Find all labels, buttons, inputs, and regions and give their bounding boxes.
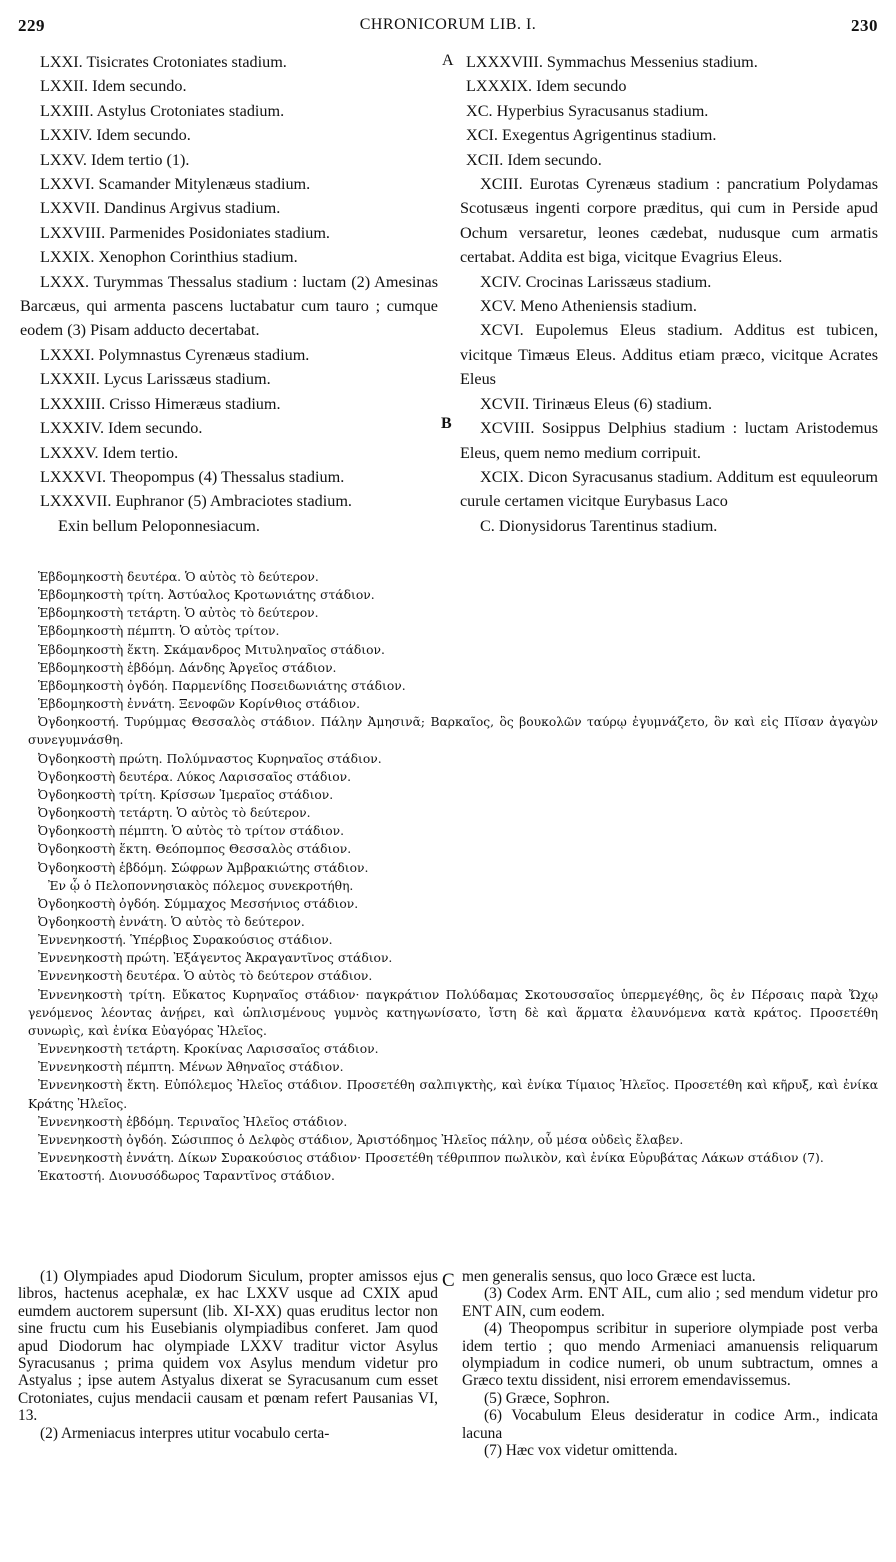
footnote: (4) Theopompus scribitur in superiore olympiade post verba idem tertio ; quo mendo Armeniaci amanuensis reliquarum olympiadum in codice numeri, ob unum subtractum, omnes a Græco textu dissident, nisi errorem emendavissemus.	[462, 1320, 878, 1390]
latin-entry: LXXVI. Scamander Mitylenæus stadium.	[40, 175, 311, 194]
greek-entry: Ἐν ᾧ ὁ Πελοποννησιακὸς πόλεμος συνεκροτήθη.	[48, 878, 354, 893]
greek-entry: Ὀγδοηκοστὴ δευτέρα. Λύκος Λαρισσαῖος στάδιον.	[38, 769, 352, 784]
latin-entry: Exin bellum Peloponnesiacum.	[58, 516, 260, 535]
page-number-left: 229	[18, 16, 45, 35]
latin-column-right	[460, 50, 878, 538]
latin-entry-paragraph: XCIII. Eurotas Cyrenæus stadium : pancratium Polydamas Scotusæus ingenti corpore præditus, qui cum in Perside apud Ochum versaretur, leones cædebat, nudusque cum armatis certabat. Addita est biga, vicitque Evagrius Eleus.	[460, 175, 878, 267]
latin-entry: LXXXIII. Crisso Himeræus stadium.	[40, 394, 281, 413]
greek-entry: Ὀγδοηκοστὴ πρώτη. Πολύμναστος Κυρηναῖος στάδιον.	[38, 751, 382, 766]
greek-entry: Ἐννενηκοστὴ δευτέρα. Ὁ αὐτὸς τὸ δεύτερον στάδιον.	[38, 969, 373, 984]
latin-entry: LXXXVIII. Symmachus Messenius stadium.	[466, 53, 758, 71]
footnote: (3) Codex Arm. ENT AIL, cum alio ; sed mendum videtur pro ENT AIN, cum eodem.	[462, 1285, 878, 1320]
greek-entry: Ἑβδομηκοστὴ δευτέρα. Ὁ αὐτὸς τὸ δεύτερον.	[38, 570, 319, 584]
greek-entry: Ἐννενηκοστὴ ἑβδόμη. Τεριναῖος Ἠλεῖος στάδιον.	[38, 1114, 348, 1129]
margin-mark-b: B	[441, 415, 452, 432]
latin-entry: XCI. Exegentus Agrigentinus stadium.	[466, 126, 717, 145]
greek-entry-paragraph: Ἐννενηκοστὴ τρίτη. Εὔκατος Κυρηναῖος στάδιον· παγκράτιον Πολύδαμας Σκοτουσσαῖος ὑπερμεγέθης, ὃς ἐν Πέρσαις παρὰ Ὤχῳ γενόμενος λέοντας ἀνῄρει, καὶ ὡπλισμένους γυμνὸς κατηγωνίσατο, ἴστη δὲ καὶ ἅρματα ἐλαυνόμενα κατὰ κράτος. Προσετέθη συνωρὶς, καὶ ἐνίκα Εὐαγόρας Ἠλεῖος.	[28, 987, 878, 1038]
footnote: men generalis sensus, quo loco Græce est lucta.	[462, 1268, 756, 1285]
latin-entry: XCVII. Tirinæus Eleus (6) stadium.	[480, 394, 713, 413]
greek-entry: Ἑβδομηκοστὴ πέμπτη. Ὁ αὐτὸς τρίτον.	[38, 624, 280, 639]
latin-entry: XC. Hyperbius Syracusanus stadium.	[466, 101, 709, 120]
greek-entry: Ἑβδομηκοστὴ ἕκτη. Σκάμανδρος Μιτυληναῖος στάδιον.	[38, 642, 385, 657]
greek-text-block	[28, 568, 878, 1185]
latin-entry: LXXXII. Lycus Larissæus stadium.	[40, 370, 271, 389]
footnote: (1) Olympiades apud Diodorum Siculum, propter amissos ejus libros, hactenus acephalæ, ex hac LXXV usque ad CXIX apud eumdem auctorem supersunt (lib. XI-XX) quas eruditus lector non sine fructu cum his Eusebianis olympiadibus conferet. Jam quod apud Diodorum hac olympiade LXXV traditur victor Asylus Syracusanus ; prima quidem vox Asylus mendum videtur pro Astyalus ; ipse autem Astyalus dixerat se Syracusanum cum esset Crotoniates, cujus mendacii causam et pœnam refert Pausanias VI, 13.	[18, 1268, 438, 1425]
latin-column-left	[20, 50, 438, 538]
greek-entry-paragraph: Ἐννενηκοστὴ ἕκτη. Εὐπόλεμος Ἠλεῖος στάδιον. Προσετέθη σαλπιγκτὴς, καὶ ἐνίκα Τίμαιος Ἠλεῖος. Προσετέθη καὶ κῆρυξ, καὶ ἐνίκα Κράτης Ἠλεῖος.	[28, 1078, 878, 1111]
greek-entry: Ὀγδοηκοστὴ ἑβδόμη. Σώφρων Ἀμβρακιώτης στάδιον.	[38, 860, 369, 875]
latin-entry: XCII. Idem secundo.	[466, 150, 602, 169]
latin-entry-paragraph: XCVIII. Sosippus Delphius stadium : luctam Aristodemus Eleus, quem nemo medium corripuit.	[460, 419, 878, 462]
greek-entry: Ὀγδοηκοστὴ ἕκτη. Θεόπομπος Θεσσαλὸς στάδιον.	[38, 842, 352, 857]
latin-entry: LXXIX. Xenophon Corinthius stadium.	[40, 248, 298, 267]
latin-entry: LXXXI. Polymnastus Cyrenæus stadium.	[40, 345, 310, 364]
latin-entry: LXXII. Idem secundo.	[40, 77, 187, 96]
greek-entry: Ἑβδομηκοστὴ τετάρτη. Ὁ αὐτὸς τὸ δεύτερον.	[38, 606, 319, 621]
latin-entry: LXXIII. Astylus Crotoniates stadium.	[40, 101, 285, 120]
greek-entry: Ἑβδομηκοστὴ ἐννάτη. Ξενοφῶν Κορίνθιος στάδιον.	[38, 697, 361, 712]
margin-mark-a: A	[442, 52, 454, 69]
latin-entry: LXXXV. Idem tertio.	[40, 443, 179, 462]
latin-entry: LXXI. Tisicrates Crotoniates stadium.	[40, 53, 287, 71]
greek-entry: Ὀγδοηκοστὴ πέμπτη. Ὁ αὐτὸς τὸ τρίτον στάδιον.	[38, 824, 345, 839]
latin-entry: C. Dionysidorus Tarentinus stadium.	[480, 516, 718, 535]
greek-entry: Ὀγδοηκοστὴ ὀγδόη. Σύμμαχος Μεσσήνιος στάδιον.	[38, 896, 359, 911]
latin-entry: LXXVII. Dandinus Argivus stadium.	[40, 199, 281, 218]
footnote: (2) Armeniacus interpres utitur vocabulo certa-	[40, 1424, 330, 1442]
latin-entry-paragraph: XCIX. Dicon Syracusanus stadium. Additum est equuleorum curule certamen vicitque Eurybasus Laco	[460, 467, 878, 511]
footnotes-left	[18, 1268, 438, 1442]
greek-entry: Ἑβδομηκοστὴ ἑβδόμη. Δάνδης Ἀργεῖος στάδιον.	[38, 660, 337, 675]
latin-entry: LXXXIX. Idem secundo	[466, 77, 627, 96]
latin-entry: LXXVIII. Parmenides Posidoniates stadium.	[40, 223, 330, 242]
footnotes-right	[462, 1268, 878, 1459]
latin-entry-paragraph: LXXX. Turymmas Thessalus stadium : luctam (2) Amesinas Barcæus, qui armenta pascens luctabatur cum tauro ; cumque eodem (3) Pisam adducto decertabat.	[20, 272, 438, 340]
greek-entry-paragraph: Ὀγδοηκοστή. Τυρύμμας Θεσσαλὸς στάδιον. Πάλην Ἀμησινᾶ; Βαρκαῖος, ὃς βουκολῶν ταύρῳ ἐγυμνάζετο, ὃν καὶ εἰς Πῖσαν ἀγαγὼν συνεγυμνάσθη.	[28, 715, 878, 748]
footnote: (5) Græce, Sophron.	[484, 1389, 610, 1407]
footnote: (6) Vocabulum Eleus desideratur in codice Arm., indicata lacuna	[462, 1407, 878, 1442]
running-title: CHRONICORUM LIB. I.	[359, 16, 537, 33]
margin-mark-c: C	[442, 1270, 455, 1291]
greek-entry: Ἐννενηκοστὴ ὀγδόη. Σώσιππος ὁ Δελφὸς στάδιον, Ἀριστόδημος Ἠλεῖος πάλην, οὗ μέσα οὐδεὶς ἔλαβεν.	[38, 1132, 684, 1147]
footnote: (7) Hæc vox videtur omittenda.	[484, 1442, 678, 1460]
greek-entry: Ἐννενηκοστὴ πρώτη. Ἐξάγεντος Ἀκραγαντῖνος στάδιον.	[38, 951, 393, 966]
page-header	[18, 16, 878, 40]
greek-entry: Ἐννενηκοστή. Ὑπέρβιος Συρακούσιος στάδιον.	[38, 933, 333, 948]
latin-entry-paragraph: XCVI. Eupolemus Eleus stadium. Additus est tubicen, vicitque Timæus Eleus. Additus etiam præco, vicitque Acrates Eleus	[460, 321, 878, 389]
greek-entry: Ἑβδομηκοστὴ ὀγδόη. Παρμενίδης Ποσειδωνιάτης στάδιον.	[38, 678, 406, 693]
latin-entry: LXXV. Idem tertio (1).	[40, 150, 190, 169]
greek-entry: Ὀγδοηκοστὴ τρίτη. Κρίσσων Ἱμεραῖος στάδιον.	[38, 787, 334, 802]
greek-entry: Ἐννενηκοστὴ πέμπτη. Μένων Ἀθηναῖος στάδιον.	[38, 1060, 344, 1075]
page-number-right: 230	[851, 16, 878, 35]
greek-entry: Ἑβδομηκοστὴ τρίτη. Ἀστύαλος Κροτωνιάτης στάδιον.	[38, 588, 375, 603]
greek-entry: Ὀγδοηκοστὴ ἐννάτη. Ὁ αὐτὸς τὸ δεύτερον.	[38, 914, 305, 929]
latin-entry: LXXXIV. Idem secundo.	[40, 419, 203, 438]
greek-entry-paragraph: Ἐννενηκοστὴ ἐννάτη. Δίκων Συρακούσιος στάδιον· Προσετέθη τέθριππον πωλικὸν, καὶ ἐνίκα Εὐρυβάτας Λάκων στάδιον (7).	[38, 1151, 824, 1165]
latin-entry: LXXXVI. Theopompus (4) Thessalus stadium.	[40, 467, 345, 486]
greek-entry: Ἐννενηκοστὴ τετάρτη. Κροκίνας Λαρισσαῖος στάδιον.	[38, 1042, 379, 1057]
latin-entry: XCV. Meno Atheniensis stadium.	[480, 297, 697, 316]
latin-entry: XCIV. Crocinas Larissæus stadium.	[480, 272, 712, 291]
greek-entry: Ἑκατοστή. Διονυσόδωρος Ταραντῖνος στάδιον.	[38, 1169, 335, 1184]
latin-entry: LXXXVII. Euphranor (5) Ambraciotes stadium.	[40, 492, 352, 511]
latin-entry: LXXIV. Idem secundo.	[40, 126, 191, 145]
greek-entry: Ὀγδοηκοστὴ τετάρτη. Ὁ αὐτὸς τὸ δεύτερον.	[38, 806, 311, 821]
